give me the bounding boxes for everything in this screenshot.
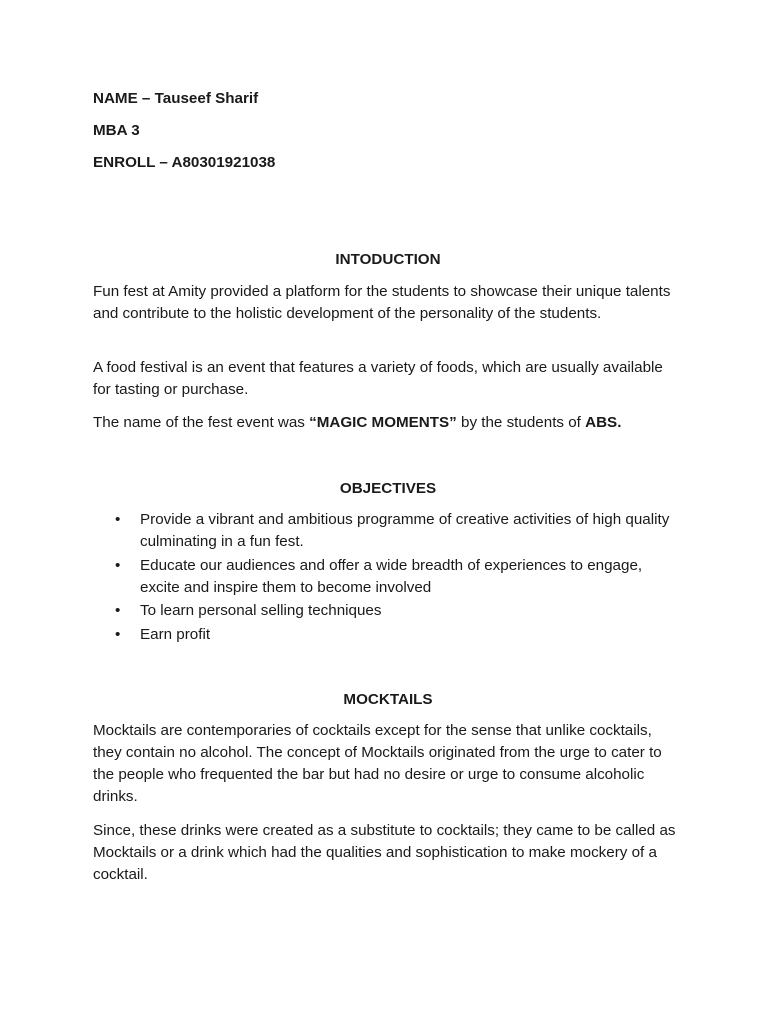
course: MBA 3 — [93, 122, 140, 139]
student-name: NAME – Tauseef Sharif — [93, 90, 259, 107]
list-item — [93, 624, 675, 646]
introduction-heading: INTODUCTION — [335, 251, 441, 268]
paragraph-3-prefix: The name of the fest event was — [93, 414, 310, 431]
introduction-paragraph-2: A food festival is an event that features a variety of foods, which are usually available for tasting or purchase. — [93, 359, 663, 398]
list-item-text: Earn profit — [140, 625, 211, 643]
mocktails-heading: MOCKTAILS — [343, 691, 433, 708]
mocktails-paragraph-2: Since, these drinks were created as a substitute to cocktails; they came to be called as Mocktails or a drink which had the qualities and sophistication to make mockery of a cocktail. — [93, 822, 676, 883]
event-name: “MAGIC MOMENTS” — [309, 414, 457, 431]
organization-name: ABS. — [585, 414, 622, 431]
list-item-text: Educate our audiences and offer a wide breadth of experiences to engage, excite and inspire them to become involved — [140, 556, 643, 596]
objectives-heading: OBJECTIVES — [339, 480, 437, 497]
list-item-text: To learn personal selling techniques — [140, 602, 382, 619]
introduction-paragraph-1: Fun fest at Amity provided a platform for the students to showcase their unique talents and contribute to the holistic development of the personality of the students. — [93, 283, 671, 322]
bullet-icon: • — [115, 556, 121, 574]
objectives-list — [93, 509, 683, 647]
list-item — [93, 555, 675, 599]
bullet-icon: • — [115, 511, 121, 528]
introduction-paragraph-3 — [93, 412, 678, 434]
list-item — [93, 509, 675, 553]
list-item — [93, 600, 675, 622]
paragraph-3-middle: by the students of — [456, 414, 586, 431]
enrollment-number: ENROLL – A80301921038 — [93, 154, 276, 171]
mocktails-paragraph-1: Mocktails are contemporaries of cocktails except for the sense that unlike cocktails, they contain no alcohol. The concept of Mocktails originated from the urge to cater to the people who frequented the bar but had no desire or urge to consume alcoholic drinks. — [93, 722, 662, 805]
bullet-icon: • — [115, 602, 121, 619]
bullet-icon: • — [115, 625, 121, 643]
list-item-text: Provide a vibrant and ambitious programme of creative activities of high quality culminating in a fun fest. — [140, 511, 670, 550]
